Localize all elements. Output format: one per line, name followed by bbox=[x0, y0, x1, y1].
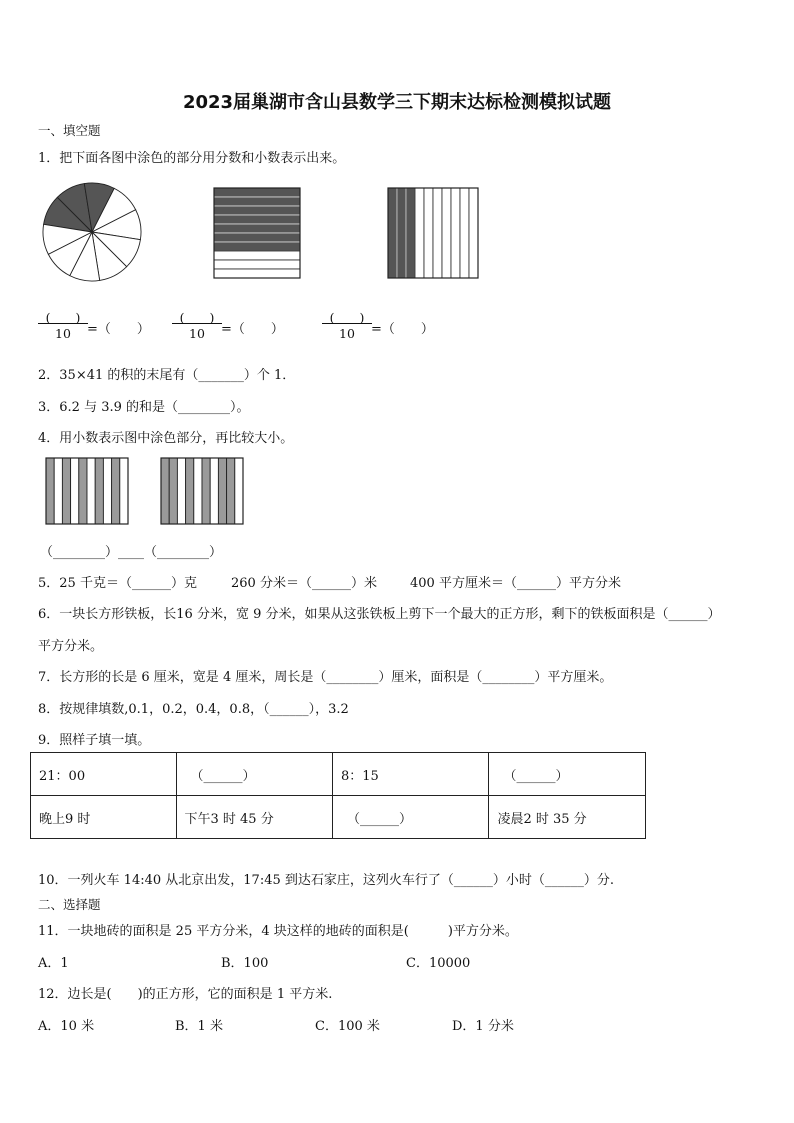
question-11-option-c[interactable]: C．10000 bbox=[406, 956, 471, 971]
shaded-stripe bbox=[406, 188, 415, 278]
shaded-stripe bbox=[79, 458, 87, 524]
shaded-stripe bbox=[95, 458, 103, 524]
shaded-stripe bbox=[214, 215, 300, 224]
shaded-stripe bbox=[388, 188, 397, 278]
stripe bbox=[235, 458, 243, 524]
question-6-line-1: 6．一块长方形铁板，长16 分米，宽 9 分米，如果从这张铁板上剪下一个最大的正方形，剩下的铁板面积是（______） bbox=[38, 607, 721, 622]
vertical-stripes bbox=[388, 188, 478, 278]
stripe bbox=[177, 458, 185, 524]
fraction-1-decimal[interactable]: =（ ） bbox=[87, 322, 150, 337]
q1-circle-figure bbox=[40, 180, 144, 284]
section-fill-heading: 一、填空题 bbox=[38, 123, 101, 138]
question-1: 1．把下面各图中涂色的部分用分数和小数表示出来。 bbox=[38, 151, 346, 166]
horizontal-stripes bbox=[214, 188, 300, 278]
shaded-stripe bbox=[169, 458, 177, 524]
stripe bbox=[415, 188, 424, 278]
question-11-option-a[interactable]: A．1 bbox=[38, 956, 69, 971]
question-5-part-3: 400 平方厘米＝（______）平方分米 bbox=[410, 576, 621, 591]
table-row bbox=[31, 753, 646, 796]
table-cell-blank[interactable]: （______） bbox=[176, 753, 332, 796]
stripe bbox=[214, 269, 300, 278]
fraction-2-decimal[interactable]: =（ ） bbox=[221, 322, 284, 337]
question-4: 4．用小数表示图中涂色部分，再比较大小。 bbox=[38, 431, 294, 446]
circle-sectors bbox=[43, 183, 141, 281]
question-2: 2．35×41 的积的末尾有（_______）个 1． bbox=[38, 368, 296, 383]
question-7: 7．长方形的长是 6 厘米，宽是 4 厘米，周长是（________）厘米，面积是（________）平方厘米。 bbox=[38, 670, 613, 685]
shaded-stripe bbox=[227, 458, 235, 524]
shaded-stripe bbox=[112, 458, 120, 524]
fraction-1-numerator[interactable]: ( ) bbox=[38, 308, 88, 324]
question-5-part-1: 5．25 千克＝（______）克 bbox=[38, 576, 197, 591]
stripe bbox=[71, 458, 79, 524]
fraction-3-denominator: 10 bbox=[339, 326, 355, 341]
question-11-option-b[interactable]: B．100 bbox=[221, 956, 269, 971]
stripe bbox=[424, 188, 433, 278]
stripe bbox=[194, 458, 202, 524]
stripe bbox=[442, 188, 451, 278]
table-cell: 8：15 bbox=[332, 753, 488, 796]
question-9-table bbox=[30, 752, 646, 839]
stripe bbox=[120, 458, 128, 524]
question-9: 9．照样子填一填。 bbox=[38, 733, 151, 748]
table-cell-blank[interactable]: （______） bbox=[489, 753, 646, 796]
question-3: 3．6.2 与 3.9 的和是（________）。 bbox=[38, 400, 250, 415]
question-12-option-d[interactable]: D．1 分米 bbox=[452, 1019, 514, 1034]
shaded-stripe bbox=[397, 188, 406, 278]
shaded-stripe bbox=[62, 458, 70, 524]
question-12-option-b[interactable]: B．1 米 bbox=[175, 1019, 223, 1034]
table-cell: 21：00 bbox=[31, 753, 177, 796]
fraction-1-denominator: 10 bbox=[55, 326, 71, 341]
shaded-stripe bbox=[186, 458, 194, 524]
stripe bbox=[214, 260, 300, 269]
shaded-stripe bbox=[218, 458, 226, 524]
question-12: 12．边长是( )的正方形，它的面积是 1 平方米. bbox=[38, 987, 333, 1002]
stripe bbox=[433, 188, 442, 278]
table-row bbox=[31, 796, 646, 839]
stripe bbox=[460, 188, 469, 278]
question-6-line-2: 平方分米。 bbox=[38, 639, 104, 654]
table-cell: 晚上9 时 bbox=[31, 796, 177, 839]
shaded-stripe bbox=[214, 242, 300, 251]
question-12-option-a[interactable]: A．10 米 bbox=[38, 1019, 95, 1034]
shaded-stripe bbox=[214, 188, 300, 197]
q1-vertical-stripes-figure bbox=[386, 187, 480, 279]
fraction-2-denominator: 10 bbox=[189, 326, 205, 341]
stripe bbox=[451, 188, 460, 278]
shaded-stripe bbox=[214, 224, 300, 233]
shaded-stripe bbox=[202, 458, 210, 524]
question-5-part-2: 260 分米＝（______）米 bbox=[231, 576, 377, 591]
shaded-stripe bbox=[46, 458, 54, 524]
question-12-option-c[interactable]: C．100 米 bbox=[315, 1019, 380, 1034]
shaded-stripe bbox=[214, 197, 300, 206]
question-11: 11．一块地砖的面积是 25 平方分米，4 块这样的地砖的面积是( )平方分米。 bbox=[38, 924, 518, 939]
section-choice-heading: 二、选择题 bbox=[38, 897, 101, 912]
q4-left-stripes bbox=[46, 458, 128, 524]
stripe bbox=[54, 458, 62, 524]
stripe bbox=[87, 458, 95, 524]
q4-figure-left bbox=[44, 456, 130, 526]
fraction-2-numerator[interactable]: ( ) bbox=[172, 308, 222, 324]
question-4-answer[interactable]: （________）____（________） bbox=[40, 545, 223, 560]
q4-figure-right bbox=[159, 456, 245, 526]
stripe bbox=[469, 188, 478, 278]
stripe bbox=[214, 251, 300, 260]
stripe bbox=[210, 458, 218, 524]
q4-right-stripes bbox=[161, 458, 243, 524]
q1-horizontal-stripes-figure bbox=[213, 187, 301, 279]
question-8: 8．按规律填数,0.1，0.2，0.4，0.8，（______），3.2 bbox=[38, 702, 349, 717]
shaded-stripe bbox=[161, 458, 169, 524]
fraction-2 bbox=[172, 308, 222, 341]
fraction-3-decimal[interactable]: =（ ） bbox=[371, 322, 434, 337]
fraction-3 bbox=[322, 308, 372, 341]
table-cell: 凌晨2 时 35 分 bbox=[489, 796, 646, 839]
page-title: 2023届巢湖市含山县数学三下期末达标检测模拟试题 bbox=[182, 92, 612, 113]
fraction-3-numerator[interactable]: ( ) bbox=[322, 308, 372, 324]
table-cell: 下午3 时 45 分 bbox=[176, 796, 332, 839]
fraction-1 bbox=[38, 308, 88, 341]
shaded-stripe bbox=[214, 206, 300, 215]
question-10: 10．一列火车 14:40 从北京出发，17:45 到达石家庄，这列火车行了（______）小时（______）分. bbox=[38, 873, 614, 888]
stripe bbox=[103, 458, 111, 524]
table-cell-blank[interactable]: （______） bbox=[332, 796, 488, 839]
shaded-stripe bbox=[214, 233, 300, 242]
